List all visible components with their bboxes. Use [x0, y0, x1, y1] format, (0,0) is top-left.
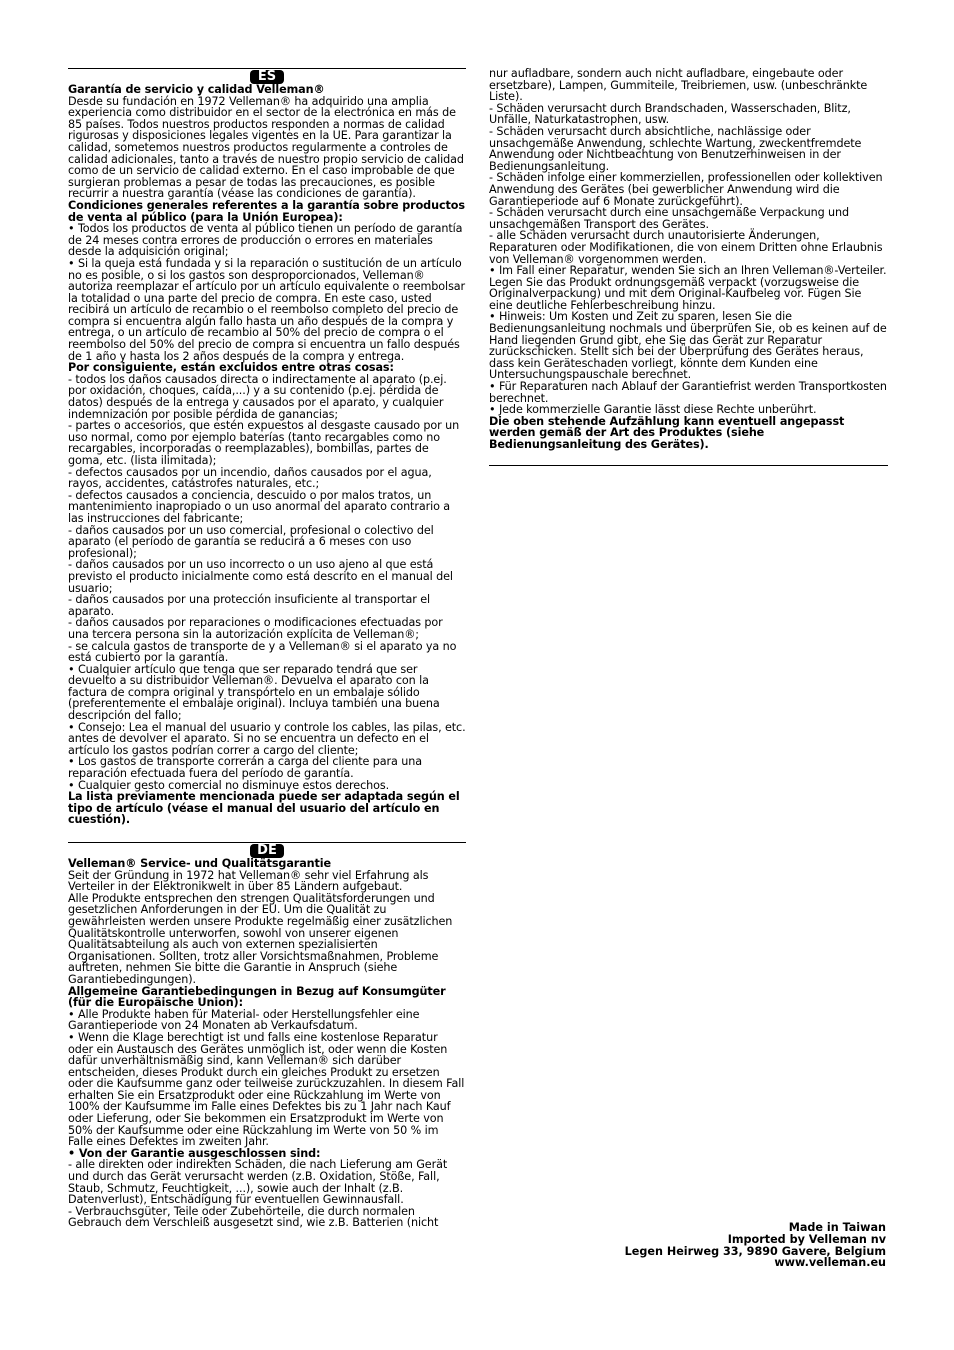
website: www.velleman.eu	[774, 1256, 886, 1270]
left-column	[68, 68, 466, 1229]
de-excluded-item: nur aufladbare, sondern auch nicht aufladbare, eingebaute oder ersetzbare), Lampen, Gummiteile, Treibriemen, usw. (unbeschränkte Liste).	[489, 67, 868, 104]
importer: Imported by Velleman nv	[727, 1232, 886, 1246]
es-conditions-heading: Condiciones generales referentes a la garantía sobre productos de venta al público (para la Unión Europea):	[68, 198, 465, 224]
de-item: • Wenn die Klage berechtigt ist und falls eine kostenlose Reparatur oder ein Austausch des Gerätes unmöglich ist, oder wenn die Kosten dafür unverhältnismäßig sind, kann Velleman® sich darüber entscheiden, dieses Produkt durch ein gleiches Produkt zu ersetzen oder die Kaufsumme ganz oder teilweise zurückzuzahlen. In diesem Fall erhalten Sie ein Ersatzprodukt oder eine Rückzahlung im Werte von 100% der Kaufsumme im Falle eines Defektes bis zu 1 Jahr nach Kauf oder Lieferung, oder Sie bekommen ein Ersatzprodukt im Werte von 50% der Kaufsumme oder eine Rückzahlung im Werte von 50 % im Falle eines Defektes im zweiten Jahr.	[68, 1030, 465, 1149]
de-excluded-item: - Schäden verursacht durch Brandschaden, Wasserschaden, Blitz, Unfälle, Naturkatastrophen, usw.	[489, 101, 851, 127]
de-excluded-item: - alle Schäden verursacht durch unautorisierte Änderungen, Reparaturen oder Modifikationen, die von einem Dritten ohne Erlaubnis von Velleman® vorgenommen werden.	[489, 229, 883, 266]
de-excluded-item: • Jede kommerzielle Garantie lässt diese Rechte unberührt.	[489, 403, 817, 417]
imprint	[625, 1222, 886, 1269]
es-excluded-item: - daños causados por reparaciones o modificaciones efectuadas por una tercera persona sin la autorización explícita de Velleman®;	[68, 616, 443, 641]
es-excluded-item: - daños causados por una protección insuficiente al transportar el aparato.	[68, 593, 430, 618]
de-title: Velleman® Service- und Qualitätsgarantie	[68, 857, 331, 870]
de-excluded-item: - Schäden verursacht durch eine unsachgemäße Verpackung und unsachgemäßen Transport des Gerätes.	[489, 206, 850, 231]
es-excluded-item: • Cualquier gesto comercial no disminuye estos derechos.	[68, 778, 390, 792]
es-excluded-item: - todos los daños causados directa o indirectamente al aparato (p.ej. por oxidación, choques, caída,...) y a su contenido (p.ej. pérdida de datos) después de la entrega y causados por el aparato, y cualquier indemnización por posible pérdida de ganancias;	[68, 372, 447, 421]
es-excluded-heading: Por consiguiente, están excluidos entre otras cosas:	[68, 361, 394, 375]
es-item: • Si la queja está fundada y si la reparación o sustitución de un artículo no es posible, o si los gastos son desproporcionados, Velleman® autoriza reemplazar el artículo por un artículo equivalente o reembolsar la totalidad o una parte del precio de compra. En este caso, usted recibirá un artículo de recambio o el reembolso completo del precio de compra si encuentra algún fallo hasta un año después de la compra y entrega, o un artículo de recambio al 50% del precio de compra o el reembolso del 50% del precio de compra si encuentra un fallo después de 1 año y hasta los 2 años después de la compra y entrega.	[68, 256, 466, 363]
es-excluded-item: - daños causados por un uso incorrecto o un uso ajeno al que está previsto el producto inicialmente como está descrito en el manual del usuario;	[68, 558, 453, 595]
address: Legen Heirweg 33, 9890 Gavere, Belgium	[624, 1244, 886, 1258]
es-excluded-item: • Consejo: Lea el manual del usuario y controle los cables, las pilas, etc. antes de devolver el aparato. Si no se encuentra un defecto en el artículo los gastos podrían correr a cargo del cliente;	[68, 720, 466, 757]
de-intro: Alle Produkte entsprechen den strengen Qualitätsforderungen und gesetzlichen Anforderungen in der EU. Um die Qualität zu gewährleisten werden unsere Produkte regelmäßig einer zusätzlichen Qualitätskontrolle unterworfen, sowohl von unserer eigenen Qualitätsabteilung als auch von externen spezialisierten Organisationen. Sollten, trotz aller Vorsichtsmaßnahmen, Probleme auftreten, nehmen Sie bitte die Garantie in Anspruch (siehe Garantiebedingungen).	[68, 891, 453, 986]
language-badge-es: ES	[250, 70, 284, 84]
de-closing: Die oben stehende Aufzählung kann eventuell angepasst werden gemäß der Art des Produktes (siehe Bedienungsanleitung des Gerätes).	[489, 414, 845, 451]
de-excluded-item: • Hinweis: Um Kosten und Zeit zu sparen, lesen Sie die Bedienungsanleitung nochmals und überprüfen Sie, ob es keinen auf de Hand liegenden Grund gibt, ehe Sie das Gerät zur Reparatur zurückschicken. Stellt sich bei der Überprüfung des Gerätes heraus, dass kein Geräteschaden vorliegt, könnte dem Kunden eine Untersuchungspauschale berechnet.	[489, 310, 887, 382]
section-divider	[489, 465, 888, 466]
right-column	[489, 68, 888, 466]
de-excluded-item: - Verbrauchsgüter, Teile oder Zubehörteile, die durch normalen Gebrauch dem Verschleiß ausgesetzt sind, wie z.B. Batterien (nicht	[68, 1204, 439, 1230]
de-item: • Alle Produkte haben für Material- oder Herstellungsfehler eine Garantieperiode von 24 Monaten ab Verkaufsdatum.	[68, 1007, 420, 1033]
es-excluded-item: - daños causados por un uso comercial, profesional o colectivo del aparato (el período de garantía se reducirá a 6 meses con uso profesional);	[68, 523, 434, 560]
de-excluded-heading: • Von der Garantie ausgeschlossen sind:	[68, 1146, 321, 1160]
es-excluded-item: • Los gastos de transporte correrán a carga del cliente para una reparación efectuada fuera del período de garantía.	[68, 755, 422, 781]
es-excluded-item: - defectos causados a conciencia, descuido o por malos tratos, un mantenimiento inapropiado o un uso anormal del aparato contrario a las instrucciones del fabricante;	[68, 488, 451, 525]
es-excluded-item: - defectos causados por un incendio, daños causados por el agua, rayos, accidentes, catástrofes naturales, etc.;	[68, 465, 432, 491]
de-conditions-heading: Allgemeine Garantiebedingungen in Bezug auf Konsumgüter (für die Europäische Union):	[68, 984, 446, 1010]
de-excluded-item: • Für Reparaturen nach Ablauf der Garantiefrist werden Transportkosten berechnet.	[489, 380, 887, 405]
de-intro: Seit der Gründung in 1972 hat Velleman® sehr viel Erfahrung als Verteiler in der Elektronikwelt in über 85 Ländern aufgebaut.	[68, 868, 429, 894]
de-excluded-item: - Schäden infolge einer kommerziellen, professionellen oder kollektiven Anwendung des Gerätes (bei gewerblicher Anwendung wird die Garantieperiode auf 6 Monate zurückgeführt).	[489, 171, 883, 208]
es-item: • Todos los productos de venta al público tienen un período de garantía de 24 meses contra errores de producción o errores en materiales desde la adquisición original;	[68, 222, 463, 259]
de-excluded-item: • Im Fall einer Reparatur, wenden Sie sich an Ihren Velleman®-Verteiler. Legen Sie das Produkt ordnungsgemäß verpackt (vorzugsweise die Originalverpackung) und mit dem Original-Kaufbeleg vor. Fügen Sie eine deutliche Fehlerbeschreibung hinzu.	[489, 264, 887, 312]
de-excluded-item: - Schäden verursacht durch absichtliche, nachlässige oder unsachgemäße Anwendung, schlechte Wartung, zweckentfremdete Anwendung oder Nichtbeachtung von Benutzerhinweisen in der Bedienungsanleitung.	[489, 124, 862, 173]
de-excluded-item: - alle direkten oder indirekten Schäden, die nach Lieferung am Gerät und durch das Gerät verursacht werden (z.B. Oxidation, Stöße, Fall, Staub, Schmutz, Feuchtigkeit, ...), sowie auch der Inhalt (z.B. Datenverlust), Entschädigung für eventuellen Gewinnausfall.	[68, 1158, 448, 1207]
language-badge-de: DE	[250, 844, 284, 858]
es-closing: La lista previamente mencionada puede ser adaptada según el tipo de artículo (véase el manual del usuario del artículo en cuestión).	[68, 790, 460, 827]
es-title: Garantía de servicio y calidad Velleman®	[68, 83, 325, 96]
es-intro: Desde su fundación en 1972 Velleman® ha adquirido una amplia experiencia como distribuidor en el sector de la electrónica en más de 85 países. Todos nuestros productos responden a normas de calidad rigurosas y disposiciones legales vigentes en la UE. Para garantizar la calidad, sometemos nuestros productos regularmente a controles de calidad adicionales, tanto a través de nuestro propio servicio de calidad como de un servicio de calidad externo. En el caso improbable de que surgieran problemas a pesar de todas las precauciones, es posible recurrir a nuestra garantía (véase las condiciones de garantía).	[68, 94, 464, 201]
es-excluded-item: - partes o accesorios, que estén expuestos al desgaste causado por un uso normal, como por ejemplo baterías (tanto recargables como no recargables, incorporadas o reemplazables), bombillas, partes de goma, etc. (lista ilimitada);	[68, 419, 460, 467]
made-in: Made in Taiwan	[788, 1221, 886, 1234]
es-excluded-item: - se calcula gastos de transporte de y a Velleman® si el aparato ya no está cubierto por la garantía.	[68, 639, 457, 665]
es-excluded-item: • Cualquier artículo que tenga que ser reparado tendrá que ser devuelto a su distribuidor Velleman®. Devuelva el aparato con la factura de compra original y transpórtelo en un embalaje sólido (preferentemente el embalaje original). Incluya también una buena descripción del fallo;	[68, 662, 440, 723]
